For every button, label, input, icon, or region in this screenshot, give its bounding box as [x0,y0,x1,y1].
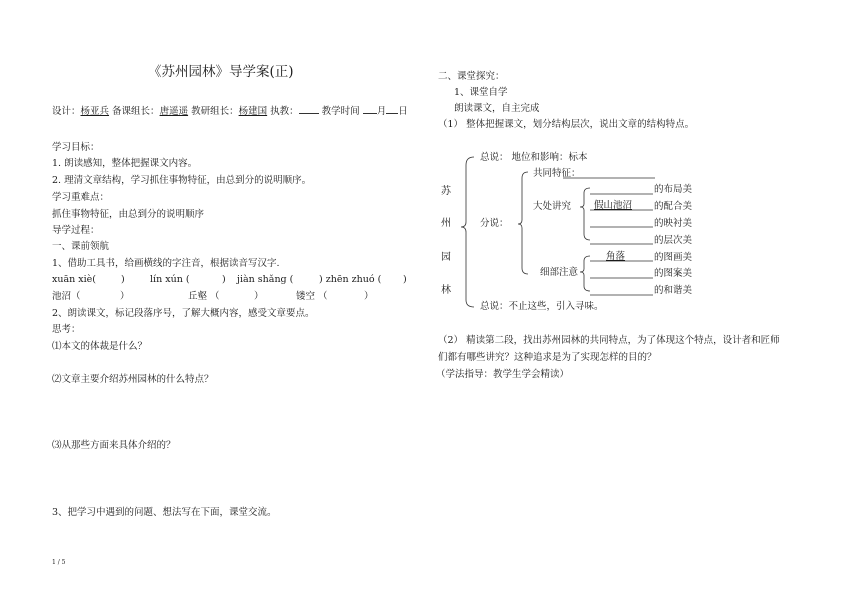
root-char-lin: 林 [441,285,451,296]
designer-name: 杨亚兵 [80,106,110,117]
word-2-close: ） [254,291,264,302]
month-label: 月 [376,106,387,117]
item-2-line-1: （2） 精读第二段，找出苏州园林的共同特点，为了体现这个特点，设计者和匠师 [438,335,780,346]
goals-heading: 学习目标： [52,142,100,153]
question-2: ⑵文章主要介绍苏州园林的什么特点？ [52,374,214,385]
think-heading: 思考： [52,324,81,335]
self-study: 1、课堂自学 [454,87,508,98]
question-3: ⑶从那些方面来具体介绍的？ [52,440,176,451]
task-3: 3、把学习中遇到的问题、想法写在下面，课堂交流。 [52,507,277,518]
big-item-layer: 的层次美 [654,235,693,246]
pinyin-1-open: xuān xiè( [52,274,97,285]
group-leader-name: 唐遥遥 [159,106,189,117]
pinyin-3-open: jiàn shǎng ( [237,274,294,285]
pinyin-1-close: ) [121,274,125,285]
pinyin-4-close: ) [403,274,407,285]
section-1-heading: 一、课前领航 [52,241,110,252]
page-number: 1 / 5 [52,559,66,566]
word-3-open: 镂空 （ [296,291,328,302]
common-feature-label: 共同特征： [533,168,581,179]
big-item-contrast: 的映衬美 [654,218,693,229]
word-2-open: 丘壑 （ [188,291,220,302]
item-1: （1） 整体把握课文，划分结构层次，说出文章的结构特点。 [438,119,695,130]
pinyin-3-close-pinyin-4-open: ) zhēn zhuó ( [319,274,382,285]
total-end: 总说：不止这些，引入寻味。 [480,301,604,312]
goal-1: 1. 朗读感知，整体把握课文内容。 [52,158,198,169]
detail-item-pattern: 的图案美 [654,268,693,279]
goal-2: 2. 理清文章结构，学习抓住事物特征，由总到分的说明顺序。 [52,175,312,186]
day-label: 日 [398,106,408,117]
read-task: 朗读课文，自主完成 [454,103,540,114]
word-1-close: ） [120,291,130,302]
design-label: 设计： [52,106,81,117]
page-title: 《苏州园林》导学案(正) [148,64,294,80]
big-fill-text: 假山池沼 [594,200,633,211]
task-2: 2、朗读课文，标记段落序号，了解大概内容，感受文章要点。 [52,308,315,319]
item-2-guide: （学法指导：教学生学会精读） [436,369,570,380]
root-char-su: 苏 [441,186,451,197]
big-item-match: 的配合美 [654,201,693,212]
detail-item-picture: 的图画美 [654,252,693,263]
question-1: ⑴本文的体裁是什么？ [52,341,148,352]
research-leader-name: 杨建国 [238,106,268,117]
detail-fill-text: 角落 [606,251,626,262]
total-intro: 总说： 地位和影响：标本 [480,152,588,163]
key-text: 抓住事物特征，由总到分的说明顺序 [52,209,205,220]
big-item-layout: 的布局美 [654,184,693,195]
word-1-open: 池沼（ [52,291,81,302]
key-heading: 学习重难点： [52,192,110,203]
detail-label: 细部注意 [540,267,579,278]
pinyin-2-open: lín xún ( [150,274,190,285]
group-label: 备课组长： [109,106,160,117]
word-3-close: ） [364,291,374,302]
pinyin-2-close: ) [222,274,226,285]
root-char-zhou: 州 [441,218,451,229]
detail-item-harmony: 的和谐美 [654,285,693,296]
time-label: 教学时间 [318,106,363,117]
fen-label: 分说： [480,218,509,229]
big-label: 大处讲究 [533,201,572,212]
exec-label: 执教： [267,106,299,117]
root-char-yuan: 园 [441,252,451,263]
research-label: 教研组长： [188,106,239,117]
task-1: 1、借助工具书，给画横线的字注音，根据读音写汉字. [52,258,280,269]
item-2-line-2: 们都有哪些讲究？这种追求是为了实现怎样的目的？ [438,352,657,363]
section-2-heading: 二、课堂探究： [438,71,505,82]
process-heading: 导学过程： [52,225,100,236]
